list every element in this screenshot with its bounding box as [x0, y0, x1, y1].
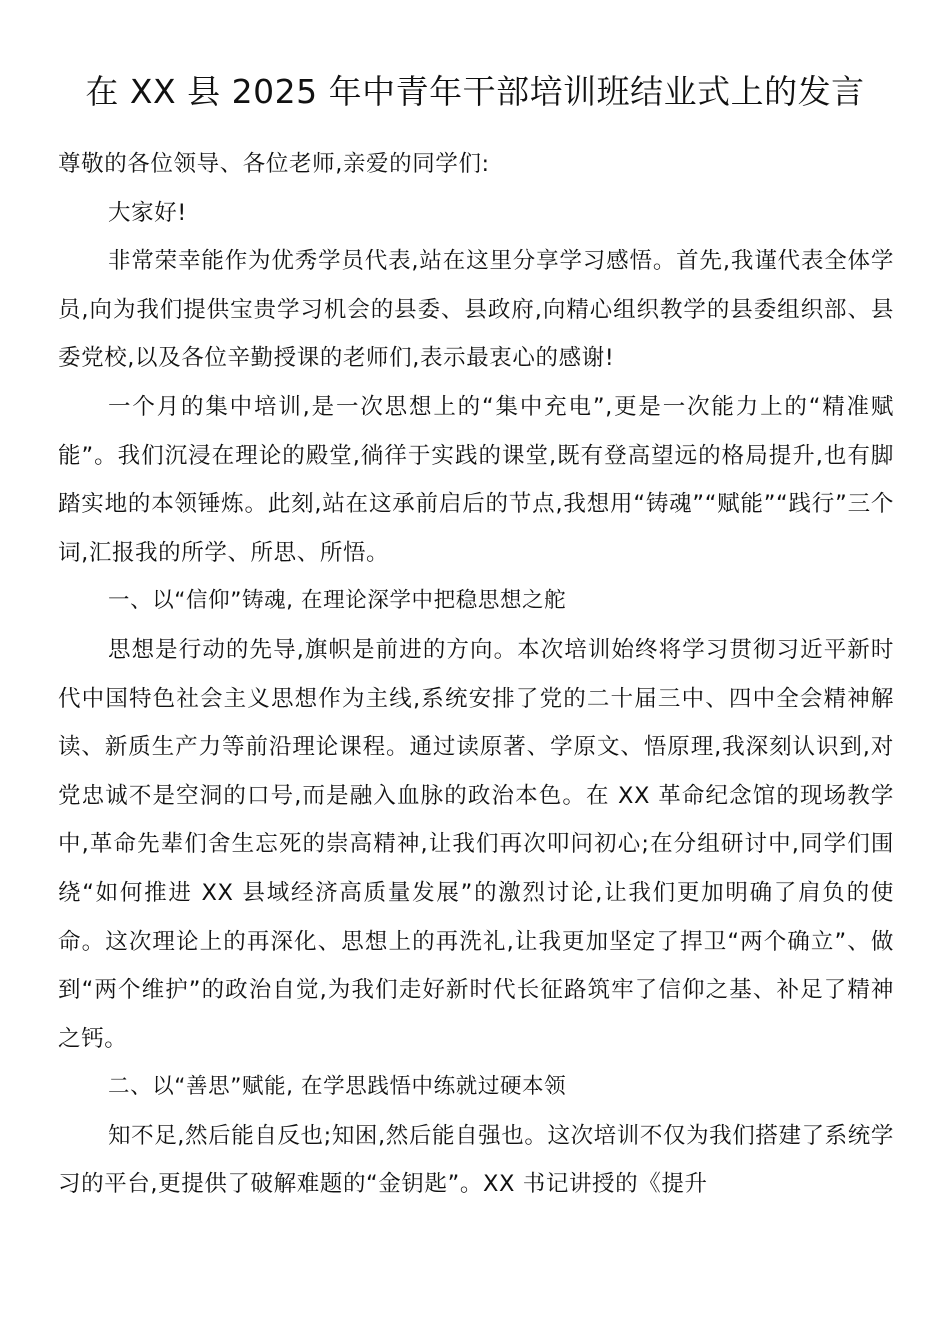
section-paragraph-2: 知不足,然后能自反也;知困,然后能自强也。这次培训不仅为我们搭建了系统学习的平台,更提供了破解难题的“金钥匙”。XX 书记讲授的《提升: [58, 1122, 894, 1198]
document-body: [58, 140, 894, 1209]
section-heading-1: 一、以“信仰”铸魂, 在理论深学中把稳思想之舵: [108, 588, 567, 614]
salutation: 尊敬的各位领导、各位老师,亲爱的同学们:: [58, 151, 490, 177]
paragraph-intro: 一个月的集中培训,是一次思想上的“集中充电”,更是一次能力上的“精准赋能”。我们沉浸在理论的殿堂,徜徉于实践的课堂,既有登高望远的格局提升,也有脚踏实地的本领锤炼。此刻,站在这承前启后的节点,我想用“铸魂”“赋能”“践行”三个词,汇报我的所学、所思、所悟。: [58, 393, 894, 566]
greeting: 大家好!: [108, 199, 187, 226]
paragraph-thanks: 非常荣幸能作为优秀学员代表,站在这里分享学习感悟。首先,我谨代表全体学员,向为我们提供宝贵学习机会的县委、县政府,向精心组织教学的县委组织部、县委党校,以及各位辛勤授课的老师们,表示最衷心的感谢!: [58, 248, 894, 372]
document-title: 在 XX 县 2025 年中青年干部培训班结业式上的发言: [85, 72, 865, 111]
section-paragraph-1: 思想是行动的先导,旗帜是前进的方向。本次培训始终将学习贯彻习近平新时代中国特色社会主义思想作为主线,系统安排了党的二十届三中、四中全会精神解读、新质生产力等前沿理论课程。通过读原著、学原文、悟原理,我深刻认识到,对党忠诚不是空洞的口号,而是融入血脉的政治本色。在 XX 革命纪念馆的现场教学中,革命先辈们舍生忘死的崇高精神,让我们再次叩问初心;在分组研讨中,同学们围绕“如何推进 XX 县域经济高质量发展”的激烈讨论,让我们更加明确了肩负的使命。这次理论上的再深化、思想上的再洗礼,让我更加坚定了捍卫“两个确立”、做到“两个维护”的政治自觉,为我们走好新时代长征路筑牢了信仰之基、补足了精神之钙。: [58, 636, 894, 1052]
section-heading-2: 二、以“善思”赋能, 在学思践悟中练就过硬本领: [108, 1074, 567, 1100]
